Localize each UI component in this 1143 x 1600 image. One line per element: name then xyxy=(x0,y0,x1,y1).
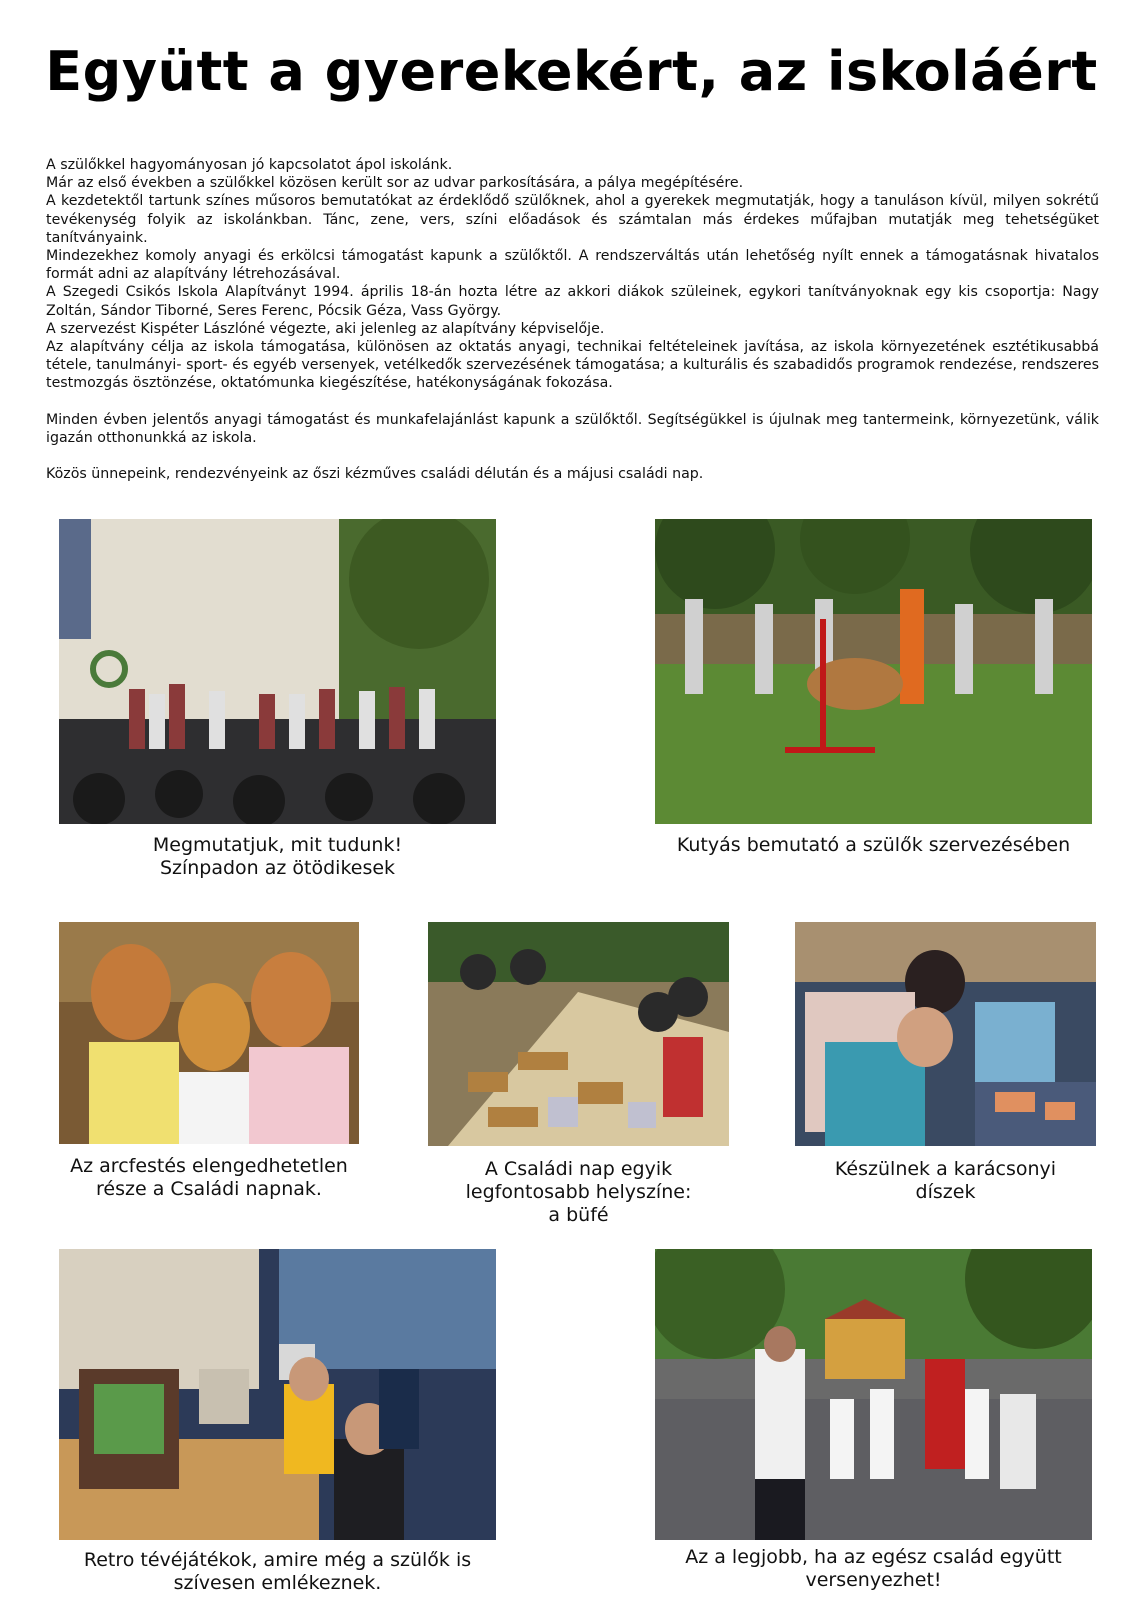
photo-caption xyxy=(655,834,1092,857)
photo-caption xyxy=(655,1546,1092,1592)
page-title: Együtt a gyerekekért, az iskoláért xyxy=(45,40,1098,103)
paragraph: A szervezést Kispéter Lászlóné végezte, aki jelenleg az alapítvány képviselője. xyxy=(46,320,605,337)
photo-face-painting xyxy=(59,922,359,1144)
caption-line: Az a legjobb, ha az egész család együtt xyxy=(685,1546,1062,1568)
photo-caption xyxy=(795,1158,1096,1204)
paragraph: Az alapítvány célja az iskola támogatása, különösen az oktatás anyagi, technikai feltételeinek javítása, az iskola környezetének esztétikusabbá tétele, tanulmányi- sport- és egyéb versenyek, vetélkedők szervezésének támogatása; a kulturális és szabadidős programok rendezése, rendszeres testmozgás ösztönzése, oktatómunka kiegészítése, hatékonyságának fokozása. xyxy=(46,339,1099,392)
photo-caption xyxy=(59,1155,359,1201)
caption-line: versenyezhet! xyxy=(805,1569,942,1591)
paragraph: Már az első években a szülőkkel közösen került sor az udvar parkosítására, a pálya megépítésére. xyxy=(46,175,744,192)
caption-line: Retro tévéjátékok, amire még a szülők is xyxy=(83,1549,472,1571)
caption-line: szívesen emlékeznek. xyxy=(173,1572,382,1594)
caption-line: Az arcfestés elengedhetetlen xyxy=(70,1155,348,1177)
article-body xyxy=(46,156,1099,483)
caption-line: A Családi nap egyik xyxy=(484,1158,673,1180)
photo-stage-performance xyxy=(59,519,496,824)
caption-line: Készülnek a karácsonyi xyxy=(834,1158,1057,1180)
caption-line: Színpadon az ötödikesek xyxy=(159,857,396,879)
photo-retro-games xyxy=(59,1249,496,1540)
paragraph: A szülőkkel hagyományosan jó kapcsolatot ápol iskolánk. xyxy=(46,157,453,173)
caption-line: legfontosabb helyszíne: xyxy=(465,1181,692,1203)
caption-line: Kutyás bemutató a szülők szervezésében xyxy=(676,834,1071,856)
photo-caption xyxy=(59,834,496,880)
caption-line: Megmutatjuk, mit tudunk! xyxy=(152,834,403,856)
paragraph: Mindezekhez komoly anyagi és erkölcsi támogatást kapunk a szülőktől. A rendszerváltás után lehetőség nyílt ennek a támogatásnak hivatalos formát adni az alapítvány létrehozásával. xyxy=(46,248,1099,283)
photo-buffet xyxy=(428,922,729,1146)
photo-caption xyxy=(428,1158,729,1227)
photo-caption xyxy=(59,1549,496,1595)
photo-dog-show xyxy=(655,519,1092,824)
paragraph: Minden évben jelentős anyagi támogatást és munkafelajánlást kapunk a szülőktől. Segítségükkel is újulnak meg tantermeink, környezetünk, válik igazán otthonunkká az iskola. xyxy=(46,411,1099,446)
photo-christmas-crafts xyxy=(795,922,1096,1146)
caption-line: a büfé xyxy=(548,1204,609,1226)
paragraph: Közös ünnepeink, rendezvényeink az őszi kézműves családi délután és a májusi családi nap. xyxy=(46,466,704,483)
paragraph: A kezdetektől tartunk színes műsoros bemutatókat az érdeklődő szülőknek, ahol a gyerekek megmutatják, hogy a tanuláson kívül, milyen sokrétű tevékenység folyik az iskolánkban. Tánc, zene, vers, színi előadások és számtalan más érdekes műfajban mutatják meg tehetségüket tanítványaink. xyxy=(46,193,1099,246)
caption-line: része a Családi napnak. xyxy=(96,1178,322,1200)
caption-line: díszek xyxy=(915,1181,976,1203)
paragraph: A Szegedi Csikós Iskola Alapítványt 1994. április 18-án hozta létre az akkori diákok szüleinek, egykori tanítványoknak egy kis csoportja: Nagy Zoltán, Sándor Tiborné, Seres Ferenc, Pócsik Géza, Vass György. xyxy=(46,284,1099,319)
photo-family-race xyxy=(655,1249,1092,1540)
